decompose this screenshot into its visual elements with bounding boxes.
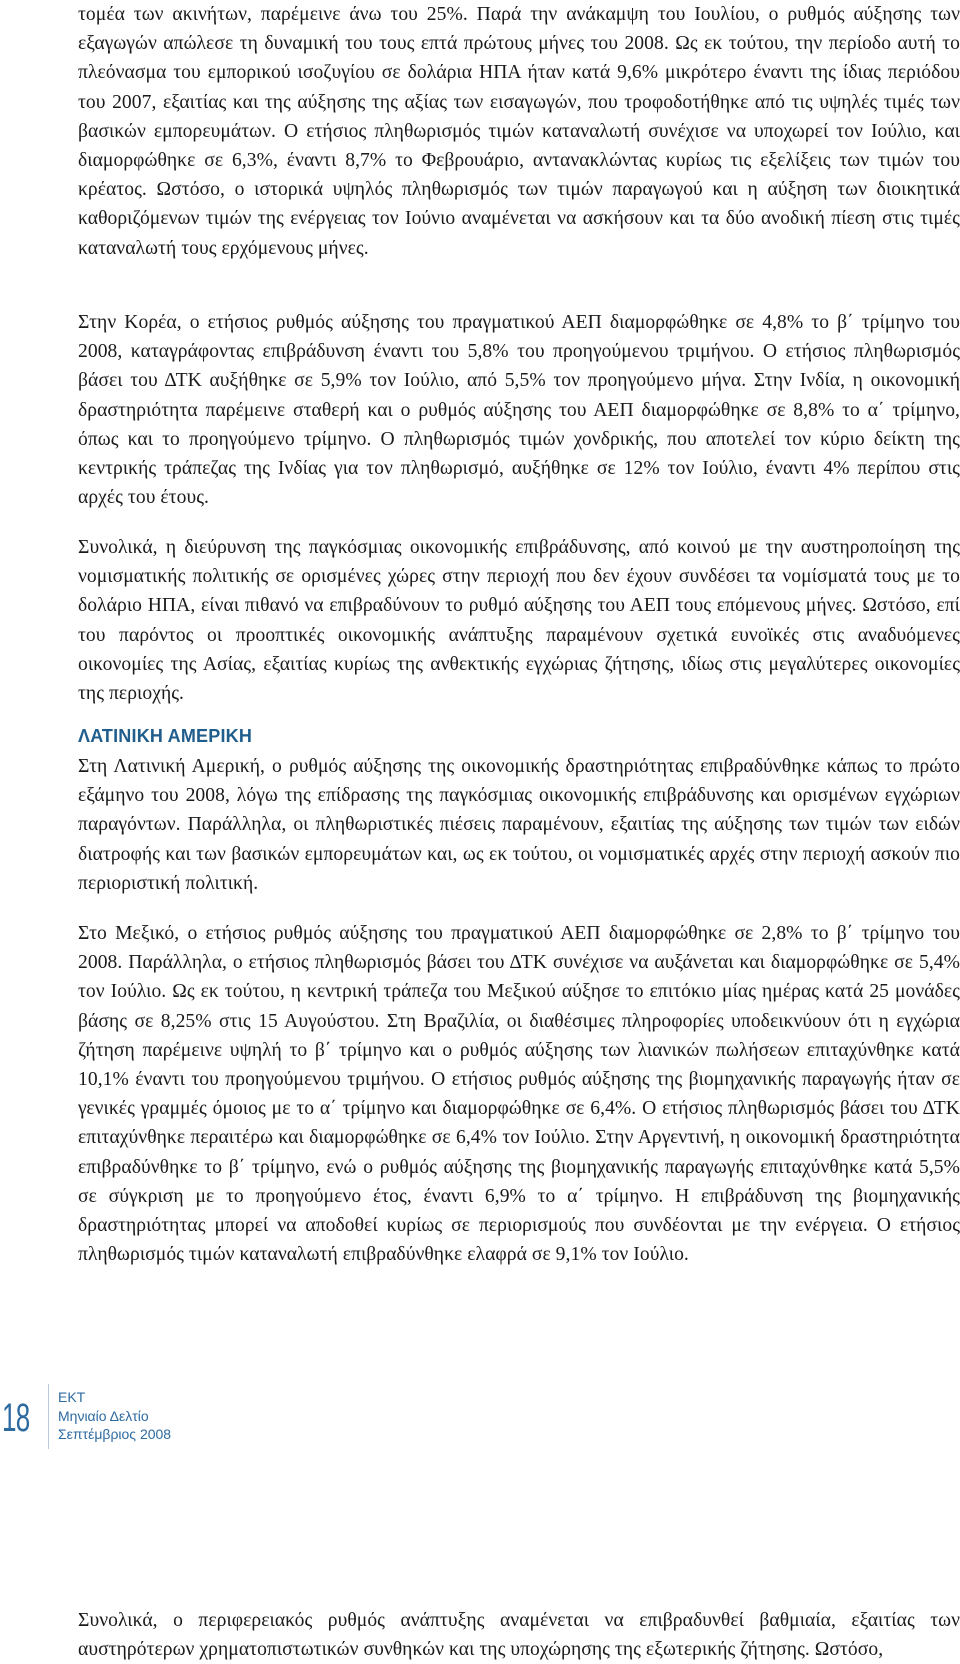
paragraph-china-trade-inflation (78, 0, 960, 263)
paragraph-regional-outlook (78, 1606, 960, 1664)
page-number: 18 (2, 1396, 30, 1440)
footer-publication-info (58, 1388, 171, 1444)
footer-issue: Σεπτέμβριος 2008 (58, 1426, 172, 1443)
paragraph-korea-india (78, 308, 960, 512)
paragraph-asia-outlook (78, 533, 960, 708)
paragraph-text: Συνολικά, ο περιφερειακός ρυθμός ανάπτυξης αναμένεται να επιβραδυνθεί βαθμιαία, εξαιτίας των αυστηρότερων χρηματοπιστωτικών συνθηκών και της υποχώρησης της εξωτερικής ζήτησης. Ωστόσο, (78, 1610, 960, 1661)
paragraph-text: Στην Κορέα, ο ετήσιος ρυθμός αύξησης του πραγματικού ΑΕΠ διαμορφώθηκε σε 4,8% το β΄ τρίμηνο του 2008, καταγράφοντας επιβράδυνση έναντι του 5,8% του προηγούμενου τριμήνου. Ο ετήσιος πληθωρισμός βάσει του ΔΤΚ αυξήθηκε σε 5,9% τον Ιούλιο, από 5,5% τον προηγούμενο μήνα. Στην Ινδία, η οικονομική δραστηριότητα παρέμεινε σταθερή και ο ρυθμός αύξησης του ΑΕΠ διαμορφώθηκε σε 8,8% το α΄ τρίμηνο, όπως και το προηγούμενο τρίμηνο. Ο πληθωρισμός τιμών χονδρικής, που αποτελεί τον κύριο δείκτη της κεντρικής τράπεζας της Ινδίας για τον πληθωρισμό, αυξήθηκε σε 12% τον Ιούλιο, έναντι 4% περίπου στις αρχές του έτους. (78, 312, 960, 509)
paragraph-text: Συνολικά, η διεύρυνση της παγκόσμιας οικονομικής επιβράδυνσης, από κοινού με την αυστηροποίηση της νομισματικής πολιτικής σε ορισμένες χώρες στην περιοχή που δεν έχουν συνδέσει τα νομίσματά τους με το δολάριο ΗΠΑ, είναι πιθανό να επιβραδύνουν το ρυθμό αύξησης του ΑΕΠ τους επόμενους μήνες. Ωστόσο, επί του παρόντος οι προοπτικές οικονομικής ανάπτυξης παραμένουν σχετικά ευνοϊκές στις αναδυόμενες οικονομίες της Ασίας, εξαιτίας κυρίως της ανθεκτικής εγχώριας ζήτησης, ιδίως στις μεγαλύτερες οικονομίες της περιοχής. (78, 537, 960, 705)
paragraph-text: τομέα των ακινήτων, παρέμεινε άνω του 25%. Παρά την ανάκαμψη του Ιουλίου, ο ρυθμός αύξησης των εξαγωγών απώλεσε τη δυναμική του τους επτά πρώτους μήνες του 2008. Ως εκ τούτου, την περίοδο αυτή το πλεόνασμα του εμπορικού ισοζυγίου σε δολάρια ΗΠΑ ήταν κατά 9,6% μικρότερο έναντι της ίδιας περιόδου του 2007, εξαιτίας και της αύξησης της αξίας των εισαγωγών, που τροφοδοτήθηκε από τις υψηλές τιμές των βασικών εμπορευμάτων. Ο ετήσιος πληθωρισμός τιμών καταναλωτή συνέχισε να υποχωρεί τον Ιούλιο, και διαμορφώθηκε σε 6,3%, έναντι 8,7% το Φεβρουάριο, αντανακλώντας κυρίως τις εξελίξεις των τιμών του κρέατος. Ωστόσο, ο ιστορικά υψηλός πληθωρισμός των τιμών παραγωγού και η αύξηση των διοικητικά καθοριζόμενων τιμών της ενέργειας τον Ιούνιο αναμένεται να ασκήσουν και τα δύο ανοδική πίεση στις τιμές καταναλωτή τους ερχόμενους μήνες. (78, 4, 960, 259)
paragraph-mexico-brazil-argentina (78, 919, 960, 1269)
paragraph-text: Στο Μεξικό, ο ετήσιος ρυθμός αύξησης του πραγματικού ΑΕΠ διαμορφώθηκε σε 2,8% το β΄ τρίμηνο του 2008. Παράλληλα, ο ετήσιος πληθωρισμός βάσει του ΔΤΚ συνέχισε να αυξάνεται και διαμορφώθηκε σε 5,4% τον Ιούλιο. Ως εκ τούτου, η κεντρική τράπεζα του Μεξικού αύξησε το επιτόκιο μίας ημέρας κατά 25 μονάδες βάσης σε 8,25% στις 15 Αυγούστου. Στη Βραζιλία, οι διαθέσιμες πληροφορίες υποδεικνύουν ότι η εγχώρια ζήτηση παρέμεινε υψηλή το β΄ τρίμηνο και ο ρυθμός αύξησης των λιανικών πωλήσεων επιταχύνθηκε κατά 10,1% έναντι του προηγούμενου τριμήνου. Ο ετήσιος ρυθμός αύξησης της βιομηχανικής παραγωγής ήταν σε γενικές γραμμές όμοιος με το α΄ τρίμηνο και διαμορφώθηκε σε 6,4%. Ο ετήσιος πληθωρισμός βάσει του ΔΤΚ επιταχύνθηκε περαιτέρω και διαμορφώθηκε σε 6,4% τον Ιούλιο. Στην Αργεντινή, η οικονομική δραστηριότητα επιβραδύνθηκε το β΄ τρίμηνο, ενώ ο ρυθμός αύξησης της βιομηχανικής παραγωγής επιταχύνθηκε κατά 5,5% σε σύγκριση με το προηγούμενο έτος, έναντι 6,9% το α΄ τρίμηνο. Η επιβράδυνση της βιομηχανικής δραστηριότητας μπορεί να αποδοθεί κυρίως σε περιορισμούς που συνδέονται με την ενέργεια. Ο ετήσιος πληθωρισμός τιμών καταναλωτή επιβραδύνθηκε ελαφρά σε 9,1% τον Ιούλιο. (78, 923, 960, 1266)
section-heading-latin-america: ΛΑΤΙΝΙΚΗ ΑΜΕΡΙΚΗ (78, 726, 253, 746)
footer-publisher: ΕΚΤ (58, 1389, 86, 1405)
paragraph-text: Στη Λατινική Αμερική, ο ρυθμός αύξησης της οικονομικής δραστηριότητας επιβραδύνθηκε κάπως το πρώτο εξάμηνο του 2008, λόγω της επίδρασης της παγκόσμιας οικονομικής επιβράδυνσης και ορισμένων εγχώριων παραγόντων. Παράλληλα, οι πληθωριστικές πιέσεις παραμένουν, εξαιτίας της αύξησης των τιμών των ειδών διατροφής και των βασικών εμπορευμάτων και, ως εκ τούτου, οι νομισματικές αρχές στην περιοχή ασκούν πιο περιοριστική πολιτική. (78, 756, 960, 894)
footer-publication: Μηνιαίο Δελτίο (58, 1407, 149, 1424)
paragraph-latin-america-intro (78, 752, 960, 898)
